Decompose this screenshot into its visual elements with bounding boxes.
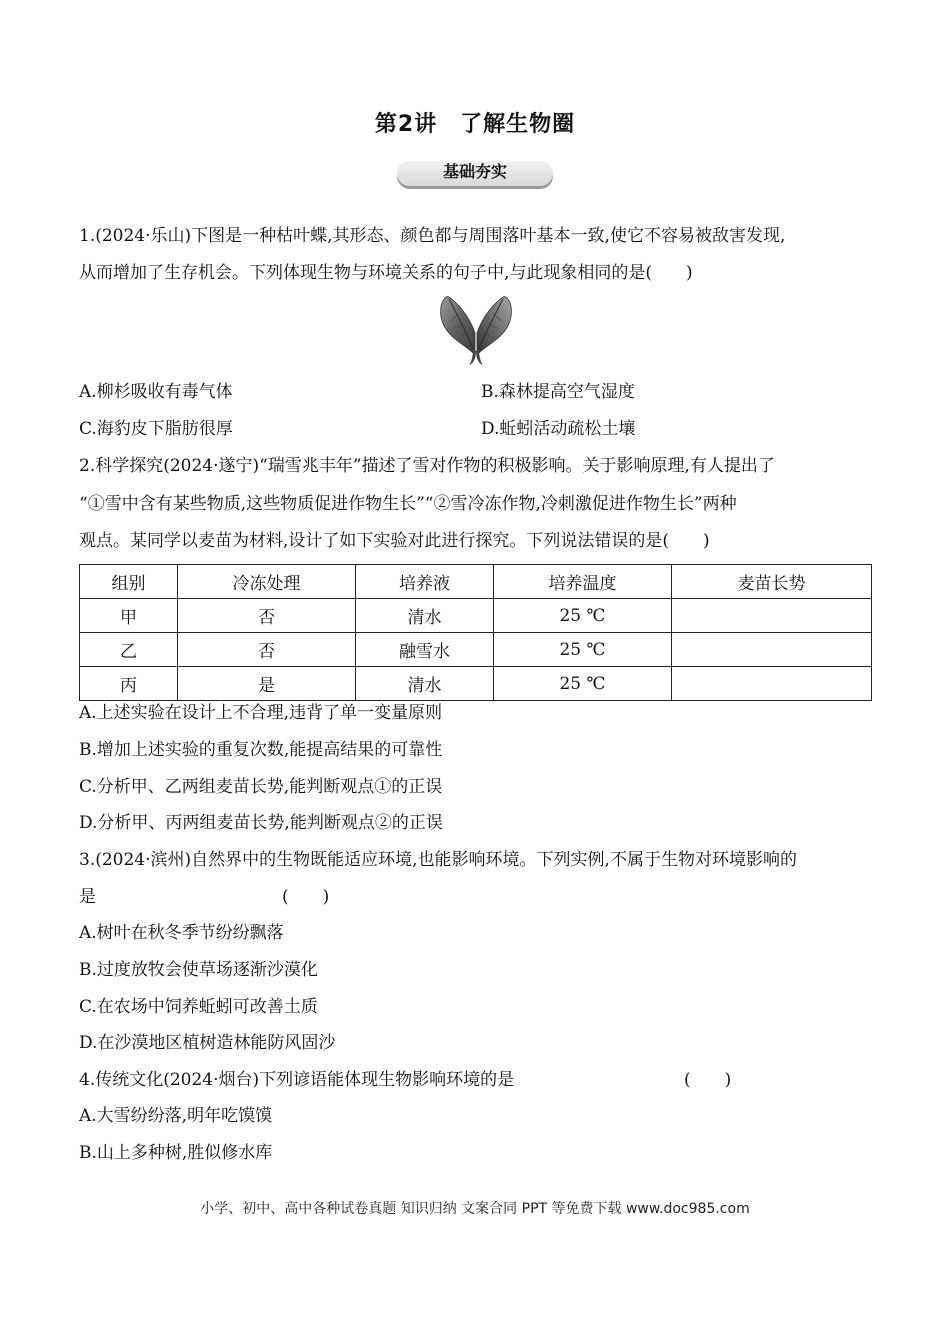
table-header-cell: 组别 [80, 565, 178, 599]
q3-option-b: B.过度放牧会使草场逐渐沙漠化 [79, 960, 318, 980]
q4-answer-paren: ( ) [684, 1070, 732, 1090]
table-cell: 25 ℃ [494, 667, 672, 701]
table-cell: 是 [178, 667, 356, 701]
table-cell [672, 667, 872, 701]
table-cell: 25 ℃ [494, 633, 672, 667]
q2-option-c: C.分析甲、乙两组麦苗长势,能判断观点①的正误 [79, 777, 443, 797]
table-header-row [80, 565, 872, 599]
table-cell: 25 ℃ [494, 599, 672, 633]
table-row [80, 633, 872, 667]
experiment-table [79, 564, 872, 701]
footer-text: 小学、初中、高中各种试卷真题 知识归纳 文案合同 PPT 等免费下载 www.doc985.com [200, 1201, 750, 1217]
table-cell: 甲 [80, 599, 178, 633]
table-header-cell: 冷冻处理 [178, 565, 356, 599]
table-header-cell: 培养温度 [494, 565, 672, 599]
q4-stem-line1: 4.传统文化(2024·烟台)下列谚语能体现生物影响环境的是 [79, 1070, 515, 1090]
table-cell: 清水 [356, 667, 494, 701]
q3-answer-paren: ( ) [282, 887, 330, 907]
q1-option-c: C.海豹皮下脂肪很厚 [79, 419, 233, 439]
table-header-cell: 麦苗长势 [672, 565, 872, 599]
q1-option-b: B.森林提高空气湿度 [481, 382, 635, 402]
section-badge: 基础夯实 [397, 160, 553, 186]
q4-option-a: A.大雪纷纷落,明年吃馍馍 [79, 1106, 273, 1126]
table-cell [672, 599, 872, 633]
table-cell: 乙 [80, 633, 178, 667]
q2-option-a: A.上述实验在设计上不合理,违背了单一变量原则 [79, 703, 443, 723]
table-cell: 否 [178, 633, 356, 667]
table-row [80, 599, 872, 633]
table-cell: 否 [178, 599, 356, 633]
q3-stem-line1: 3.(2024·滨州)自然界中的生物既能适应环境,也能影响环境。下列实例,不属于生物对环境影响的 [79, 850, 797, 870]
table-header-cell: 培养液 [356, 565, 494, 599]
table-row [80, 667, 872, 701]
q3-option-a: A.树叶在秋冬季节纷纷飘落 [79, 923, 284, 943]
q1-stem-line1: 1.(2024·乐山)下图是一种枯叶蝶,其形态、颜色都与周围落叶基本一致,使它不容易被敌害发现, [79, 226, 786, 246]
table-cell: 清水 [356, 599, 494, 633]
q3-stem-line2: 是 [79, 887, 96, 907]
table-cell [672, 633, 872, 667]
table-cell: 融雪水 [356, 633, 494, 667]
q2-option-b: B.增加上述实验的重复次数,能提高结果的可靠性 [79, 740, 443, 760]
q2-stem-line2: “①雪中含有某些物质,这些物质促进作物生长”“②雪冷冻作物,冷刺激促进作物生长”两种 [79, 494, 737, 514]
q1-option-a: A.柳杉吸收有毒气体 [79, 382, 233, 402]
q2-stem-line1: 2.科学探究(2024·遂宁)“瑞雪兆丰年”描述了雪对作物的积极影响。关于影响原理,有人提出了 [79, 456, 775, 476]
q4-option-b: B.山上多种树,胜似修水库 [79, 1143, 273, 1163]
q3-option-c: C.在农场中饲养蚯蚓可改善土质 [79, 997, 318, 1017]
q1-option-d: D.蚯蚓活动疏松土壤 [481, 419, 636, 439]
q2-option-d: D.分析甲、丙两组麦苗长势,能判断观点②的正误 [79, 813, 443, 833]
q3-option-d: D.在沙漠地区植树造林能防风固沙 [79, 1033, 336, 1053]
dead-leaf-butterfly-image [437, 293, 515, 367]
q1-stem-line2: 从而增加了生存机会。下列体现生物与环境关系的句子中,与此现象相同的是( ) [79, 263, 693, 283]
table-cell: 丙 [80, 667, 178, 701]
q2-stem-line3: 观点。某同学以麦苗为材料,设计了如下实验对此进行探究。下列说法错误的是( ) [79, 531, 710, 551]
page-title: 第2讲 了解生物圈 [374, 112, 576, 137]
